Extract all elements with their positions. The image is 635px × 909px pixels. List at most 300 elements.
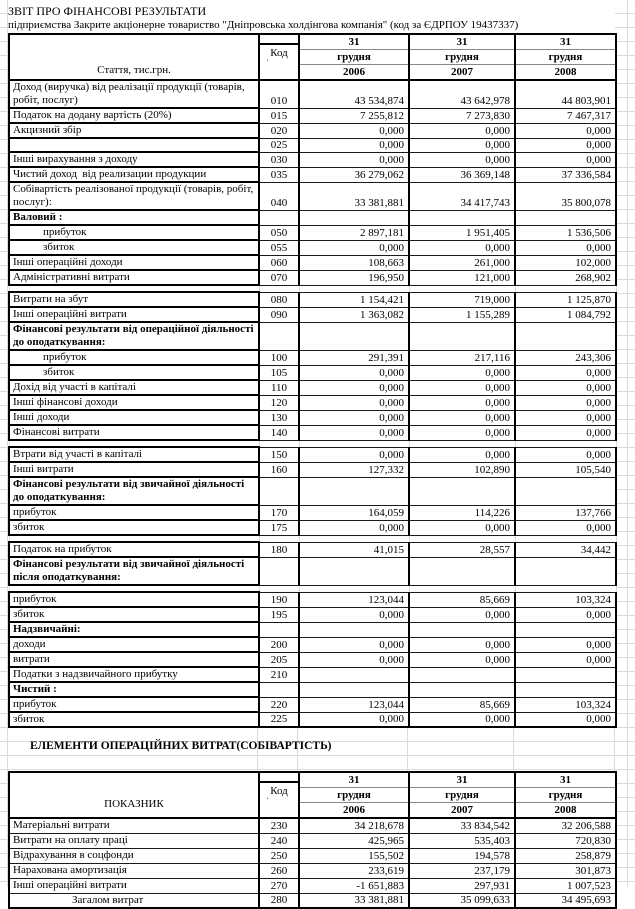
spacer-cell <box>259 535 299 542</box>
row-value: 0,000 <box>409 240 515 255</box>
row-code: 205 <box>259 652 299 667</box>
row-code: 230 <box>259 818 299 833</box>
row-value: 102,890 <box>409 462 515 477</box>
period-header-2006 <box>299 772 409 818</box>
table-row <box>9 322 616 350</box>
row-value: 0,000 <box>409 410 515 425</box>
row-code: 025 <box>259 138 299 152</box>
spacer-cell <box>409 285 515 292</box>
row-code: 195 <box>259 607 299 622</box>
table-row <box>9 425 616 440</box>
table-row <box>9 123 616 138</box>
row-label: Собівартість реалізованої продукції (товарів, робіт, послуг): <box>9 182 259 210</box>
spacer-cell <box>9 285 259 292</box>
row-value: 0,000 <box>409 637 515 652</box>
row-value: 34 417,743 <box>409 182 515 210</box>
table-row <box>9 167 616 182</box>
row-value: 43 534,874 <box>299 80 409 108</box>
row-value: 0,000 <box>299 240 409 255</box>
spacer-cell <box>515 440 616 447</box>
row-value: 1 084,792 <box>515 307 616 322</box>
row-value <box>409 622 515 637</box>
row-label: Інші операційні витрати <box>9 307 259 322</box>
row-code: 015 <box>259 108 299 123</box>
row-value: 0,000 <box>299 123 409 138</box>
row-code: 110 <box>259 380 299 395</box>
row-value: 0,000 <box>515 410 616 425</box>
indicator-column-header: ПОКАЗНИК <box>9 772 259 818</box>
row-value: 7 467,317 <box>515 108 616 123</box>
row-value: 155,502 <box>299 848 409 863</box>
row-code: 140 <box>259 425 299 440</box>
table-row <box>9 255 616 270</box>
table-row <box>9 712 616 727</box>
spacer-row <box>9 585 616 592</box>
row-label <box>9 138 259 152</box>
row-value: 217,116 <box>409 350 515 365</box>
code-header-label: Код <box>270 47 288 59</box>
row-value <box>299 667 409 682</box>
period-header-2007 <box>409 34 515 80</box>
row-value <box>515 622 616 637</box>
code-column-header <box>259 34 299 80</box>
row-code: 160 <box>259 462 299 477</box>
period-month: грудня <box>300 50 408 65</box>
period-year: 2008 <box>554 66 577 78</box>
period-month: грудня <box>300 788 408 803</box>
row-label: Чистий : <box>9 682 259 697</box>
row-value: 261,000 <box>409 255 515 270</box>
row-code: 260 <box>259 863 299 878</box>
row-value: 237,179 <box>409 863 515 878</box>
title-block <box>8 0 615 33</box>
row-value: 35 800,078 <box>515 182 616 210</box>
row-code: 100 <box>259 350 299 365</box>
row-value: 0,000 <box>299 712 409 727</box>
row-label: збиток <box>9 607 259 622</box>
row-value: 720,830 <box>515 833 616 848</box>
table-row <box>9 878 616 893</box>
spacer-cell <box>299 440 409 447</box>
spacer-row <box>9 440 616 447</box>
row-code: 030 <box>259 152 299 167</box>
table-row <box>9 80 616 108</box>
spacer-cell <box>299 585 409 592</box>
period-month: грудня <box>516 50 615 65</box>
row-code <box>259 477 299 505</box>
row-value: 0,000 <box>409 425 515 440</box>
row-label: Матеріальні витрати <box>9 818 259 833</box>
period-month: грудня <box>410 50 514 65</box>
table-row <box>9 182 616 210</box>
period-day: 31 <box>300 35 408 50</box>
row-label: Загалом витрат <box>9 893 259 908</box>
row-value: 43 642,978 <box>409 80 515 108</box>
row-label: Інші витрати <box>9 462 259 477</box>
table-header-row <box>9 772 616 818</box>
table-row <box>9 152 616 167</box>
row-value: 0,000 <box>515 447 616 462</box>
row-value: 0,000 <box>515 380 616 395</box>
code-column-header <box>259 772 299 818</box>
row-label: Податок на прибуток <box>9 542 259 557</box>
row-value: 34 495,693 <box>515 893 616 908</box>
row-value: 268,902 <box>515 270 616 285</box>
row-value: 102,000 <box>515 255 616 270</box>
row-value: 85,669 <box>409 697 515 712</box>
spacer-cell <box>259 585 299 592</box>
table-row <box>9 637 616 652</box>
row-value: 1 154,421 <box>299 292 409 307</box>
table-row <box>9 447 616 462</box>
row-value: 243,306 <box>515 350 616 365</box>
row-code: 270 <box>259 878 299 893</box>
code-header-mark: ' <box>267 796 269 805</box>
table-row <box>9 477 616 505</box>
row-value: 35 099,633 <box>409 893 515 908</box>
table-row <box>9 520 616 535</box>
row-value <box>409 322 515 350</box>
row-label: Доход (виручка) від реалізації продукції (товарів, робіт, послуг) <box>9 80 259 108</box>
spacer-cell <box>515 585 616 592</box>
table-row <box>9 307 616 322</box>
table-row <box>9 240 616 255</box>
row-value: 44 803,901 <box>515 80 616 108</box>
row-code: 055 <box>259 240 299 255</box>
row-value: 0,000 <box>409 138 515 152</box>
row-code <box>259 682 299 697</box>
row-value: 164,059 <box>299 505 409 520</box>
period-month: грудня <box>410 788 514 803</box>
row-value: 0,000 <box>515 425 616 440</box>
table-row <box>9 542 616 557</box>
row-value: 0,000 <box>409 123 515 138</box>
row-label: Інші операційні доходи <box>9 255 259 270</box>
row-value: 1 951,405 <box>409 225 515 240</box>
row-value: 85,669 <box>409 592 515 607</box>
row-code: 225 <box>259 712 299 727</box>
row-value: 123,044 <box>299 592 409 607</box>
row-value: 7 273,830 <box>409 108 515 123</box>
table-row <box>9 557 616 585</box>
row-value: 114,226 <box>409 505 515 520</box>
row-value: 1 363,082 <box>299 307 409 322</box>
table-row <box>9 697 616 712</box>
row-code: 010 <box>259 80 299 108</box>
row-code: 200 <box>259 637 299 652</box>
table-row <box>9 365 616 380</box>
row-value: 34,442 <box>515 542 616 557</box>
row-value: 0,000 <box>299 152 409 167</box>
row-value: 196,950 <box>299 270 409 285</box>
period-header-2008 <box>515 772 616 818</box>
row-label: Дохід від участі в капіталі <box>9 380 259 395</box>
financial-results-table <box>8 33 617 728</box>
row-label: Витрати на оплату праці <box>9 833 259 848</box>
row-value: 1 155,289 <box>409 307 515 322</box>
row-value: 103,324 <box>515 592 616 607</box>
row-value: 0,000 <box>515 365 616 380</box>
row-value: 0,000 <box>409 380 515 395</box>
table-row <box>9 818 616 833</box>
row-value: 297,931 <box>409 878 515 893</box>
table-row <box>9 210 616 225</box>
row-value: 0,000 <box>299 425 409 440</box>
row-label: прибуток <box>9 505 259 520</box>
row-value: 0,000 <box>515 240 616 255</box>
period-year: 2008 <box>554 804 577 816</box>
row-code: 080 <box>259 292 299 307</box>
row-label: прибуток <box>9 225 259 240</box>
row-label: витрати <box>9 652 259 667</box>
row-value <box>409 557 515 585</box>
row-label: Адміністративні витрати <box>9 270 259 285</box>
spacer-cell <box>515 535 616 542</box>
row-label: доходи <box>9 637 259 652</box>
spacer-row <box>9 285 616 292</box>
table-row <box>9 863 616 878</box>
row-label: Втрати від участі в капіталі <box>9 447 259 462</box>
row-value: 0,000 <box>409 152 515 167</box>
period-header-2007 <box>409 772 515 818</box>
row-code <box>259 322 299 350</box>
period-year: 2007 <box>451 804 473 816</box>
row-code: 105 <box>259 365 299 380</box>
row-value <box>299 477 409 505</box>
row-value: 28,557 <box>409 542 515 557</box>
row-value: 1 125,870 <box>515 292 616 307</box>
table-row <box>9 350 616 365</box>
table-row <box>9 138 616 152</box>
row-value: 0,000 <box>515 520 616 535</box>
code-header-mark: ' <box>267 58 269 67</box>
row-label: прибуток <box>9 350 259 365</box>
row-label: Інші операційні витрати <box>9 878 259 893</box>
row-value: 194,578 <box>409 848 515 863</box>
spacer-cell <box>9 535 259 542</box>
row-value: 0,000 <box>409 395 515 410</box>
row-value <box>409 682 515 697</box>
row-code: 070 <box>259 270 299 285</box>
row-code: 210 <box>259 667 299 682</box>
row-value: 0,000 <box>515 123 616 138</box>
row-label: Фінансові витрати <box>9 425 259 440</box>
table-row <box>9 833 616 848</box>
row-value: 0,000 <box>299 138 409 152</box>
row-value: 0,000 <box>409 365 515 380</box>
row-value: 0,000 <box>409 652 515 667</box>
row-value: 258,879 <box>515 848 616 863</box>
row-code: 150 <box>259 447 299 462</box>
row-value <box>299 682 409 697</box>
table-body <box>9 818 616 908</box>
table-row <box>9 225 616 240</box>
row-value: 0,000 <box>515 712 616 727</box>
row-value: 0,000 <box>299 447 409 462</box>
table-row <box>9 108 616 123</box>
period-month: грудня <box>516 788 615 803</box>
row-value: 291,391 <box>299 350 409 365</box>
row-value: 0,000 <box>299 395 409 410</box>
period-header-2008 <box>515 34 616 80</box>
row-code: 190 <box>259 592 299 607</box>
operating-costs-table <box>8 771 617 909</box>
row-value: 719,000 <box>409 292 515 307</box>
row-value <box>515 477 616 505</box>
row-label: Інші доходи <box>9 410 259 425</box>
row-value <box>299 322 409 350</box>
period-day: 31 <box>410 773 514 788</box>
row-label: Надзвичайні: <box>9 622 259 637</box>
row-label: Нарахована амортизація <box>9 863 259 878</box>
row-value: 127,332 <box>299 462 409 477</box>
table-row <box>9 270 616 285</box>
row-value: 7 255,812 <box>299 108 409 123</box>
row-value: 0,000 <box>299 365 409 380</box>
section-title-operating-costs: ЕЛЕМЕНТИ ОПЕРАЦІЙНИХ ВИТРАТ(СОБІВАРТІСТЬ) <box>30 740 332 752</box>
row-value: 233,619 <box>299 863 409 878</box>
row-value: 0,000 <box>515 152 616 167</box>
row-code: 280 <box>259 893 299 908</box>
row-label: Витрати на збут <box>9 292 259 307</box>
row-value <box>299 210 409 225</box>
row-code: 060 <box>259 255 299 270</box>
period-day: 31 <box>410 35 514 50</box>
row-value: 121,000 <box>409 270 515 285</box>
code-header-label: Код <box>270 785 288 797</box>
row-value: 0,000 <box>515 395 616 410</box>
row-value: 103,324 <box>515 697 616 712</box>
row-label: прибуток <box>9 592 259 607</box>
row-value: 0,000 <box>299 637 409 652</box>
row-value <box>515 667 616 682</box>
report-title: ЗВІТ ПРО ФІНАНСОВІ РЕЗУЛЬТАТИ <box>8 4 207 18</box>
period-day: 31 <box>516 35 615 50</box>
table-body <box>9 80 616 727</box>
spacer-cell <box>299 285 409 292</box>
table-row <box>9 607 616 622</box>
period-year: 2007 <box>451 66 473 78</box>
row-value: 0,000 <box>299 520 409 535</box>
period-day: 31 <box>516 773 615 788</box>
row-code: 040 <box>259 182 299 210</box>
row-label: Інші вирахування з доходу <box>9 152 259 167</box>
row-label: Чистий доход від реализации продукции <box>9 167 259 182</box>
row-value <box>299 622 409 637</box>
row-value: 0,000 <box>299 380 409 395</box>
row-code: 020 <box>259 123 299 138</box>
row-value: 32 206,588 <box>515 818 616 833</box>
row-label: Фінансові результати від звичайної діяльності до оподаткування: <box>9 477 259 505</box>
period-header-2006 <box>299 34 409 80</box>
code-header-top-box <box>260 773 298 783</box>
code-header-top-box <box>260 35 298 45</box>
row-value <box>299 557 409 585</box>
row-value: 1 007,523 <box>515 878 616 893</box>
row-value <box>409 477 515 505</box>
row-label: Податок на додану вартість (20%) <box>9 108 259 123</box>
row-label: Фінансові результати від операційної діяльності до оподаткування: <box>9 322 259 350</box>
spacer-cell <box>409 535 515 542</box>
table-row <box>9 893 616 908</box>
row-value: 0,000 <box>299 607 409 622</box>
row-code <box>259 557 299 585</box>
row-value: 33 381,881 <box>299 182 409 210</box>
row-code: 175 <box>259 520 299 535</box>
row-code: 090 <box>259 307 299 322</box>
row-code <box>259 210 299 225</box>
row-value: 33 381,881 <box>299 893 409 908</box>
spacer-cell <box>259 285 299 292</box>
row-value: 0,000 <box>409 447 515 462</box>
table-row <box>9 380 616 395</box>
row-label: Відрахування в соцфонди <box>9 848 259 863</box>
spacer-cell <box>299 535 409 542</box>
row-code <box>259 622 299 637</box>
row-code: 170 <box>259 505 299 520</box>
row-value <box>515 210 616 225</box>
row-value: 108,663 <box>299 255 409 270</box>
row-label: Фінансові результати від звичайної діяльності після оподаткування: <box>9 557 259 585</box>
row-code: 035 <box>259 167 299 182</box>
row-value <box>515 322 616 350</box>
row-label: збиток <box>9 712 259 727</box>
row-value: 36 279,062 <box>299 167 409 182</box>
row-value: 0,000 <box>299 410 409 425</box>
table-row <box>9 622 616 637</box>
row-value <box>409 210 515 225</box>
table-row <box>9 652 616 667</box>
table-row <box>9 667 616 682</box>
row-value: 33 834,542 <box>409 818 515 833</box>
row-value: 0,000 <box>515 607 616 622</box>
row-value: 0,000 <box>409 520 515 535</box>
table-row <box>9 682 616 697</box>
period-day: 31 <box>300 773 408 788</box>
spacer-cell <box>9 585 259 592</box>
table-row <box>9 848 616 863</box>
row-value: 36 369,148 <box>409 167 515 182</box>
row-value <box>515 557 616 585</box>
row-value: 34 218,678 <box>299 818 409 833</box>
table-row <box>9 592 616 607</box>
period-year: 2006 <box>343 66 365 78</box>
row-label: прибуток <box>9 697 259 712</box>
row-code: 120 <box>259 395 299 410</box>
row-value: 425,965 <box>299 833 409 848</box>
row-value: 41,015 <box>299 542 409 557</box>
row-code: 220 <box>259 697 299 712</box>
table-row <box>9 292 616 307</box>
spacer-cell <box>9 440 259 447</box>
spacer-cell <box>409 440 515 447</box>
row-code: 240 <box>259 833 299 848</box>
spacer-cell <box>259 440 299 447</box>
row-label: Інші фінансові доходи <box>9 395 259 410</box>
row-label: Валовий : <box>9 210 259 225</box>
row-value: 301,873 <box>515 863 616 878</box>
table-row <box>9 505 616 520</box>
row-value: 2 897,181 <box>299 225 409 240</box>
article-column-header: Стаття, тис.грн. <box>9 34 259 80</box>
row-value: 137,766 <box>515 505 616 520</box>
row-value: 1 536,506 <box>515 225 616 240</box>
period-year: 2006 <box>343 804 365 816</box>
row-value: 37 336,584 <box>515 167 616 182</box>
row-label: Акцизний збір <box>9 123 259 138</box>
spacer-cell <box>409 585 515 592</box>
report-subtitle: підприємства Закрите акціонерне товариство "Дніпровська холдінгова компанія" (код за ЄДРПОУ 19437337) <box>8 19 519 31</box>
